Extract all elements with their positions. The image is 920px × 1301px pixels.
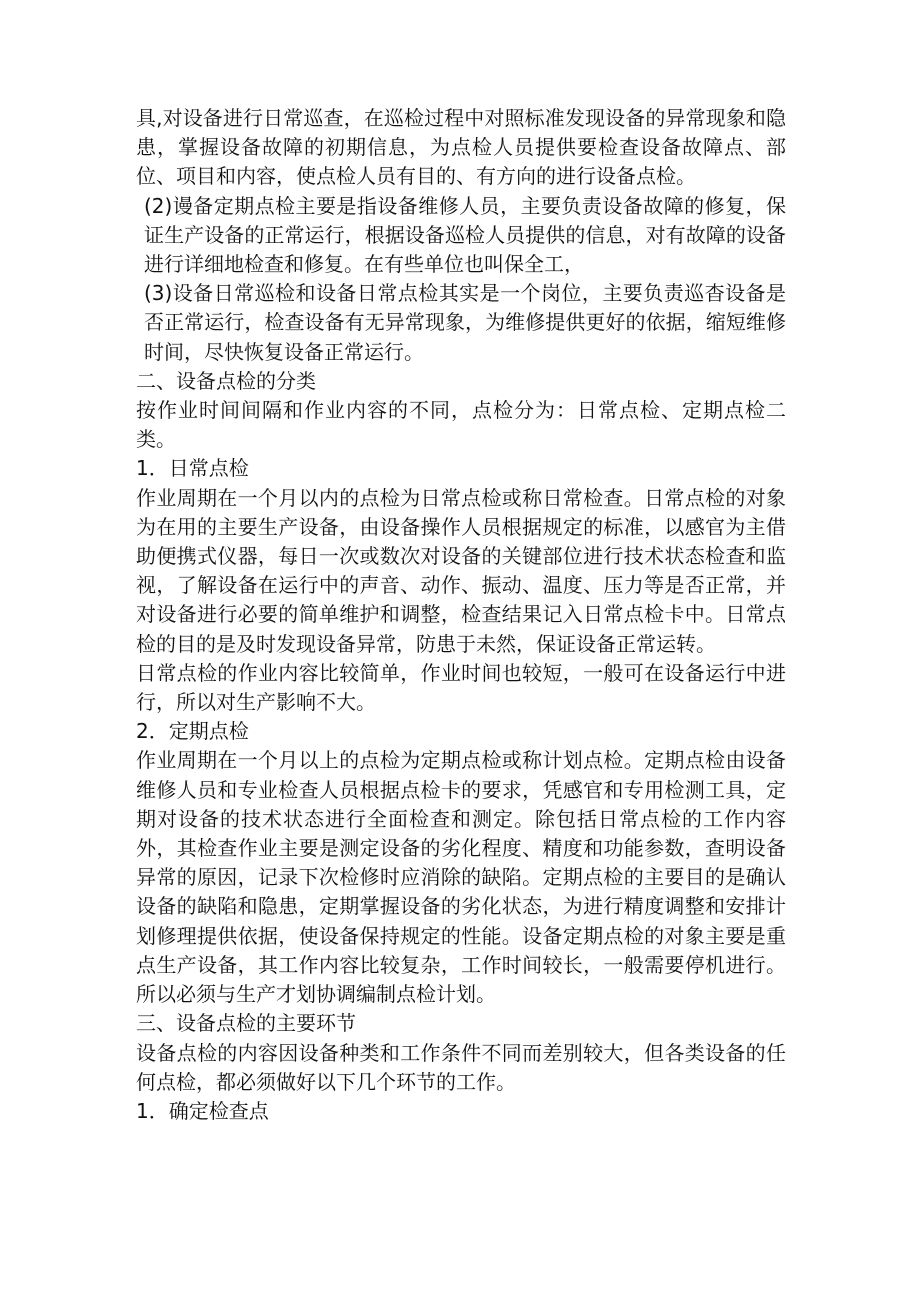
subheading-determine-check-points: 1．确定检查点 <box>136 1098 269 1123</box>
section-heading-classification: 二、设备点检的分类 <box>136 368 316 393</box>
paragraph-daily-inspection-content: 日常点检的作业内容比较简单，作业时间也较短，一般可在设备运行中进行，所以对生产影响不大。 <box>136 660 786 715</box>
paragraph-daily-inspection: 作业周期在一个月以内的点检为日常点检或称日常检查。日常点检的对象为在用的主要生产设备，由设备操作人员根据规定的标准，以感官为主借助便携式仪器，每日一次或数次对设备的关键部位进行技术状态检查和监视，了解设备在运行中的声音、动作、振动、温度、压力等是否正常，并对设备进行必要的简单维护和调整，检查结果记入日常点检卡中。日常点检的目的是及时发现设备异常，防患于未然，保证设备正常运转。 <box>136 485 786 656</box>
paragraph-main-steps: 设备点检的内容因设备种类和工作条件不同而差别较大，但各类设备的任何点检，都必须做好以下几个环节的工作。 <box>136 1040 786 1094</box>
paragraph-periodic-inspection: 作业周期在一个月以上的点检为定期点检或称计划点检。定期点检由设备维修人员和专业检查人员根据点检卡的要求，凭感官和专用检测工具，定期对设备的技术状态进行全面检查和测定。除包括日常点检的工作内容外，其检查作业主要是测定设备的劣化程度、精度和功能参数，查明设备异常的原因，记录下次检修时应消除的缺陷。定期点检的主要目的是确认设备的缺陷和隐患，定期掌握设备的劣化状态，为进行精度调整和安排计划修理提供依据，使设备保持规定的性能。设备定期点检的对象主要是重点生产设备，其工作内容比较复杂，工作时间较长，一般需要停机进行。所以必须与生产才划协调编制点检计划。 <box>136 748 786 1007</box>
paragraph-inspection-intro: 具,对设备进行日常巡查，在巡检过程中对照标准发现设备的异常现象和隐患，掌握设备故障的初期信息，为点检人员提供要检查设备故障点、部位、项目和内容，使点检人员有目的、有方向的进行设备点检。 <box>136 106 786 189</box>
document-body <box>136 104 786 1126</box>
subheading-daily-inspection: 1．日常点检 <box>136 456 249 481</box>
subheading-periodic-inspection: 2．定期点检 <box>136 719 249 744</box>
paragraph-periodic-inspection-role: (2)谩备定期点检主要是指设备维修人员，主要负责设备故障的修复，保证生产设备的正常运行，根据设备巡检人员提供的信息，对有故障的设备进行详细地检查和修复。在有些单位也叫保全工， <box>144 193 786 277</box>
section-heading-main-steps: 三、设备点检的主要环节 <box>136 1011 356 1036</box>
paragraph-classification: 按作业时间间隔和作业内容的不同，点检分为：日常点检、定期点检二类。 <box>136 398 786 452</box>
paragraph-daily-patrol-role: (3)设备日常巡检和设备日常点检其实是一个岗位，主要负责巡杳设备是否正常运行，检查设备有无异常现象，为维修提供更好的依据，缩短维修时间，尽快恢复设备正常运行。 <box>144 281 786 364</box>
